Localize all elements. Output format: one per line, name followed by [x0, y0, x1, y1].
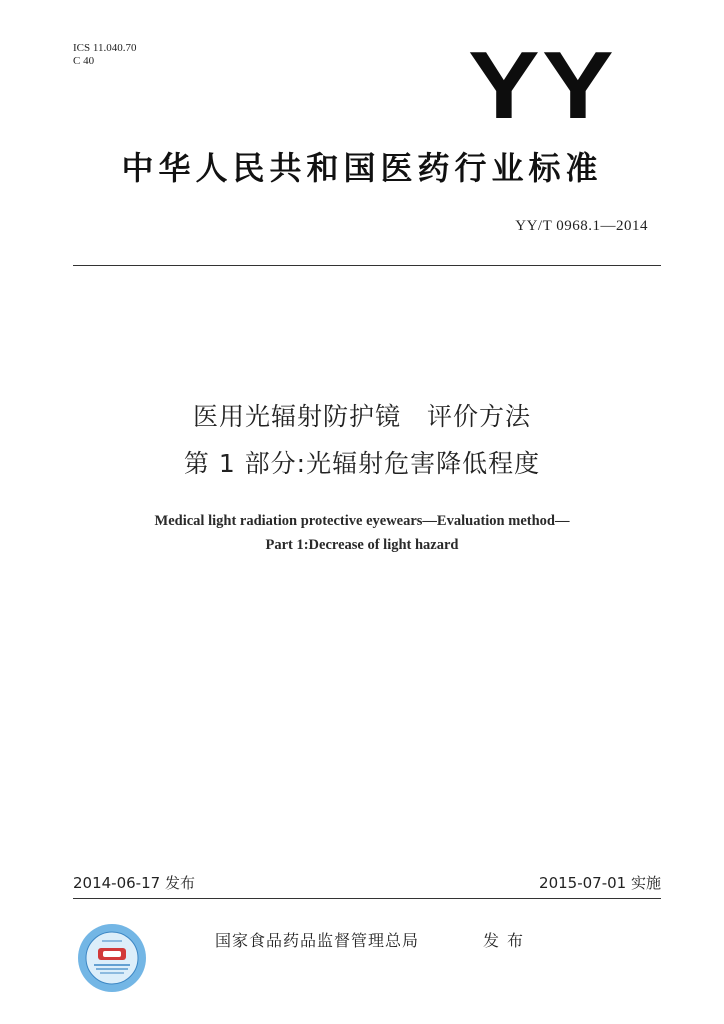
issue-verb: 发布 [483, 931, 532, 950]
issuing-authority: 国家食品药品监督管理总局 [215, 931, 420, 950]
chinese-title-line-2: 第 1 部分:光辐射危害降低程度 [183, 449, 541, 478]
ccs-code: C 40 [73, 55, 95, 67]
yy-logo: YY [468, 32, 616, 139]
classification-codes [73, 42, 136, 68]
chinese-title-line-1: 医用光辐射防护镜 评价方法 [192, 402, 531, 431]
english-title-line-1: Medical light radiation protective eyewears—Evaluation method— [154, 513, 570, 529]
english-title-line-2: Part 1:Decrease of light hazard [265, 537, 459, 553]
implementation-date: 2015-07-01 实施 [539, 874, 661, 892]
seal-graphic [76, 922, 148, 994]
standard-number: YY/T 0968.1—2014 [515, 218, 648, 234]
bottom-divider [73, 898, 661, 899]
top-divider [73, 265, 661, 266]
anti-counterfeit-seal-icon [76, 922, 148, 994]
issue-date: 2014-06-17 发布 [73, 874, 195, 892]
ics-code: ICS 11.040.70 [73, 42, 137, 54]
standard-category-title: 中华人民共和国医药行业标准 [121, 149, 603, 187]
